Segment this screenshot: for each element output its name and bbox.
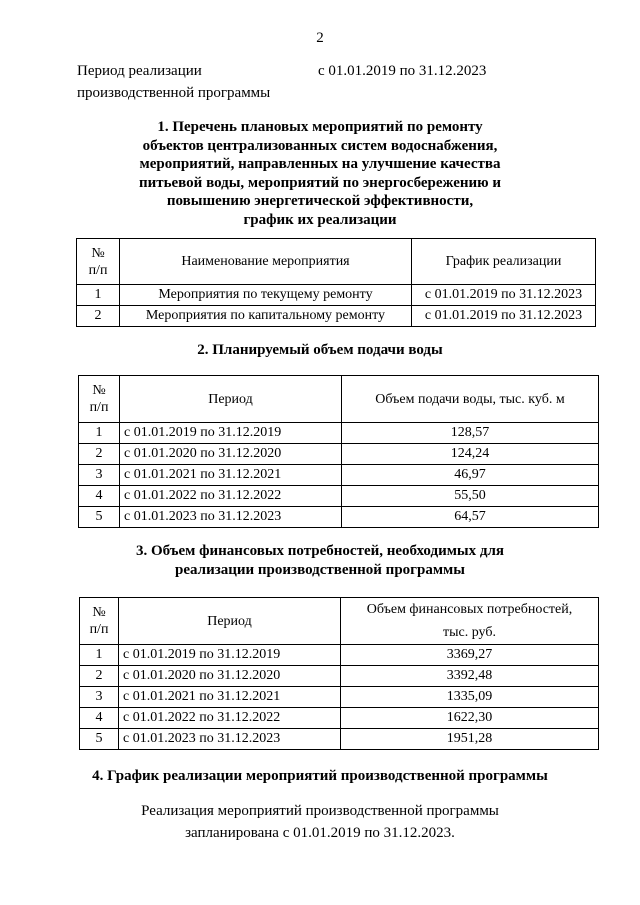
header-num-line2: п/п — [89, 622, 109, 637]
section3-title-line: 3. Объем финансовых потребностей, необходимых для — [135, 543, 505, 559]
row-schedule: с 01.01.2019 по 31.12.2023 — [412, 285, 596, 306]
row-period: с 01.01.2021 по 31.12.2021 — [119, 687, 341, 708]
header-num — [79, 376, 120, 423]
section4-text-line1: Реализация мероприятий производственной программы — [141, 803, 499, 819]
row-period: с 01.01.2019 по 31.12.2019 — [119, 645, 341, 666]
section1-title-line: повышению энергетической эффективности, — [166, 193, 474, 209]
header-finance-line1: Объем финансовых потребностей, — [366, 602, 573, 617]
table-row — [80, 687, 599, 708]
row-value: 1951,28 — [341, 729, 599, 750]
row-activity-name: Мероприятия по текущему ремонту — [120, 285, 412, 306]
row-period: с 01.01.2023 по 31.12.2023 — [119, 729, 341, 750]
table-row — [79, 423, 599, 444]
table-row — [79, 444, 599, 465]
row-num: 3 — [79, 465, 120, 486]
section4-title: 4. График реализации мероприятий производственной программы — [92, 768, 548, 784]
section2-title: 2. Планируемый объем подачи воды — [197, 342, 443, 358]
page-number: 2 — [316, 30, 324, 46]
table-header-row — [77, 239, 596, 285]
program-period-label-line2: производственной программы — [77, 85, 271, 101]
section1-title-line: объектов централизованных систем водоснабжения, — [142, 137, 498, 154]
header-num-line1: № — [92, 383, 106, 398]
table-row — [77, 285, 596, 306]
section3-title — [0, 542, 640, 579]
maintenance-activities-table — [76, 238, 596, 327]
row-value: 46,97 — [342, 465, 599, 486]
header-schedule: График реализации — [412, 239, 596, 285]
row-period: с 01.01.2020 по 31.12.2020 — [120, 444, 342, 465]
header-num-line1: № — [92, 605, 106, 620]
row-activity-name: Мероприятия по капитальному ремонту — [120, 306, 412, 327]
section1-title-line: питьевой воды, мероприятий по энергосбережению и — [138, 174, 502, 191]
table-row — [80, 645, 599, 666]
header-volume: Объем подачи воды, тыс. куб. м — [342, 376, 599, 423]
row-num: 2 — [79, 444, 120, 465]
row-num: 2 — [77, 306, 120, 327]
header-num-line2: п/п — [88, 262, 108, 278]
row-num: 1 — [80, 645, 119, 666]
section4-text — [0, 800, 640, 844]
section4-text-line2: запланирована с 01.01.2019 по 31.12.2023. — [185, 825, 455, 841]
row-period: с 01.01.2021 по 31.12.2021 — [120, 465, 342, 486]
row-num: 1 — [79, 423, 120, 444]
table-row — [79, 486, 599, 507]
row-value: 1622,30 — [341, 708, 599, 729]
table-row — [79, 507, 599, 528]
header-activity-name: Наименование мероприятия — [120, 239, 412, 285]
table-row — [80, 666, 599, 687]
row-num: 5 — [79, 507, 120, 528]
row-num: 2 — [80, 666, 119, 687]
section1-title-line: график их реализации — [243, 211, 397, 228]
table-row — [80, 729, 599, 750]
row-schedule: с 01.01.2019 по 31.12.2023 — [412, 306, 596, 327]
program-period-label-line1: Период реализации — [77, 63, 202, 79]
row-num: 5 — [80, 729, 119, 750]
row-num: 4 — [80, 708, 119, 729]
row-value: 124,24 — [342, 444, 599, 465]
row-value: 55,50 — [342, 486, 599, 507]
header-period: Период — [120, 376, 342, 423]
program-period-label — [77, 60, 297, 104]
row-num: 1 — [77, 285, 120, 306]
row-period: с 01.01.2020 по 31.12.2020 — [119, 666, 341, 687]
section1-title-line: 1. Перечень плановых мероприятий по ремонту — [157, 119, 483, 135]
header-finance-line2: тыс. руб. — [443, 625, 496, 640]
row-period: с 01.01.2023 по 31.12.2023 — [120, 507, 342, 528]
table-row — [79, 465, 599, 486]
table-header-row — [80, 598, 599, 645]
section1-title — [0, 118, 640, 229]
header-num-line1: № — [91, 245, 105, 261]
row-num: 4 — [79, 486, 120, 507]
financial-needs-table — [79, 597, 599, 750]
row-period: с 01.01.2022 по 31.12.2022 — [119, 708, 341, 729]
header-period: Период — [119, 598, 341, 645]
water-supply-volume-table — [78, 375, 599, 528]
header-num-line2: п/п — [89, 400, 109, 415]
section1-title-line: мероприятий, направленных на улучшение качества — [139, 156, 501, 172]
table-row — [77, 306, 596, 327]
row-period: с 01.01.2019 по 31.12.2019 — [120, 423, 342, 444]
table-row — [80, 708, 599, 729]
section3-title-line: реализации производственной программы — [175, 561, 465, 578]
header-finance — [341, 598, 599, 645]
row-period: с 01.01.2022 по 31.12.2022 — [120, 486, 342, 507]
header-num — [77, 239, 120, 285]
row-value: 128,57 — [342, 423, 599, 444]
row-value: 3369,27 — [341, 645, 599, 666]
header-num — [80, 598, 119, 645]
row-num: 3 — [80, 687, 119, 708]
row-value: 3392,48 — [341, 666, 599, 687]
table-header-row — [79, 376, 599, 423]
row-value: 64,57 — [342, 507, 599, 528]
program-period-value: с 01.01.2019 по 31.12.2023 — [318, 63, 487, 79]
row-value: 1335,09 — [341, 687, 599, 708]
